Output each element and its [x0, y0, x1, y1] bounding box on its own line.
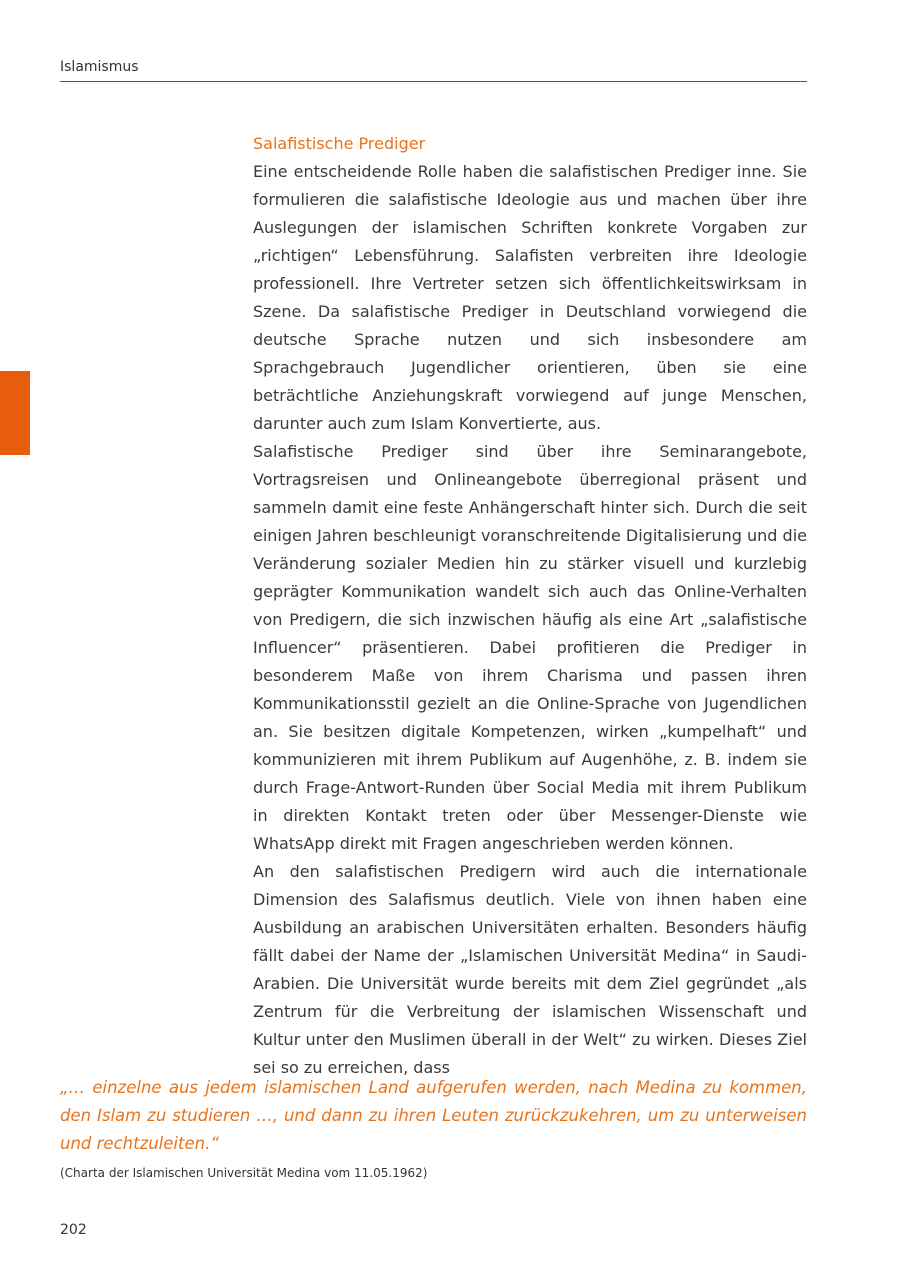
block-quote: „… einzelne aus jedem islamischen Land aufgerufen werden, nach Medina zu kommen, den Islam zu studieren …, und dann zu ihren Leuten zurückzukehren, um zu unterweisen und rechtzuleiten.“ — [60, 1078, 807, 1153]
paragraph-1: Eine entscheidende Rolle haben die salafistischen Prediger inne. Sie formulieren die salafistische Ideologie aus und machen über ihre Auslegungen der islamischen Schriften konkrete Vorgaben zur „richtigen“ Lebensführung. Salafisten verbreiten ihre Ideologie professionell. Ihre Vertreter setzen sich öffentlichkeitswirksam in Szene. Da salafistische Prediger in Deutschland vorwiegend die deutsche Sprache nutzen und sich insbesondere am Sprachgebrauch Jugendlicher orientieren, üben sie eine beträchtliche Anziehungskraft vorwiegend auf junge Menschen, darunter auch zum Islam Konvertierte, aus. — [253, 162, 807, 433]
paragraph-2: Salafistische Prediger sind über ihre Seminarangebote, Vortragsreisen und Onlineangebote überregional präsent und sammeln damit eine feste Anhängerschaft hinter sich. Durch die seit einigen Jahren beschleunigt voranschreitende Digitalisierung und die Veränderung sozialer Medien hin zu stärker visuell und kurzlebig geprägter Kommunikation wandelt sich auch das Online-Verhalten von Predigern, die sich inzwischen häufig als eine Art „salafistische Influencer“ präsentieren. Dabei profitieren die Prediger in besonderem Maße von ihrem Charisma und passen ihren Kommunikationsstil gezielt an die Online-Sprache von Jugendlichen an. Sie besitzen digitale Kompetenzen, wirken „kumpelhaft“ und kommunizieren mit ihrem Publikum auf Augenhöhe, z. B. indem sie durch Frage-Antwort-Runden über Social Media mit ihrem Publikum in direkten Kontakt treten oder über Messenger-Dienste wie WhatsApp direkt mit Fragen angeschrieben werden können. — [253, 442, 807, 853]
running-title: Islamismus — [60, 59, 139, 75]
section-heading: Salafistische Prediger — [253, 134, 426, 153]
quote-source: (Charta der Islamischen Universität Medina vom 11.05.1962) — [60, 1166, 428, 1180]
page-number: 202 — [60, 1222, 87, 1238]
paragraph-3: An den salafistischen Predigern wird auch die internationale Dimension des Salafismus deutlich. Viele von ihnen haben eine Ausbildung an arabischen Universitäten erhalten. Besonders häufig fällt dabei der Name der „Islamischen Universität Medina“ in Saudi-Arabien. Die Universität wurde bereits mit dem Ziel gegründet „als Zentrum für die Verbreitung der islamischen Wissenschaft und Kultur unter den Muslimen überall in der Welt“ zu wirken. Dieses Ziel sei so zu erreichen, dass — [253, 862, 807, 1077]
chapter-side-tab — [0, 371, 30, 455]
header-divider — [60, 81, 807, 82]
main-text-column — [253, 130, 807, 1082]
